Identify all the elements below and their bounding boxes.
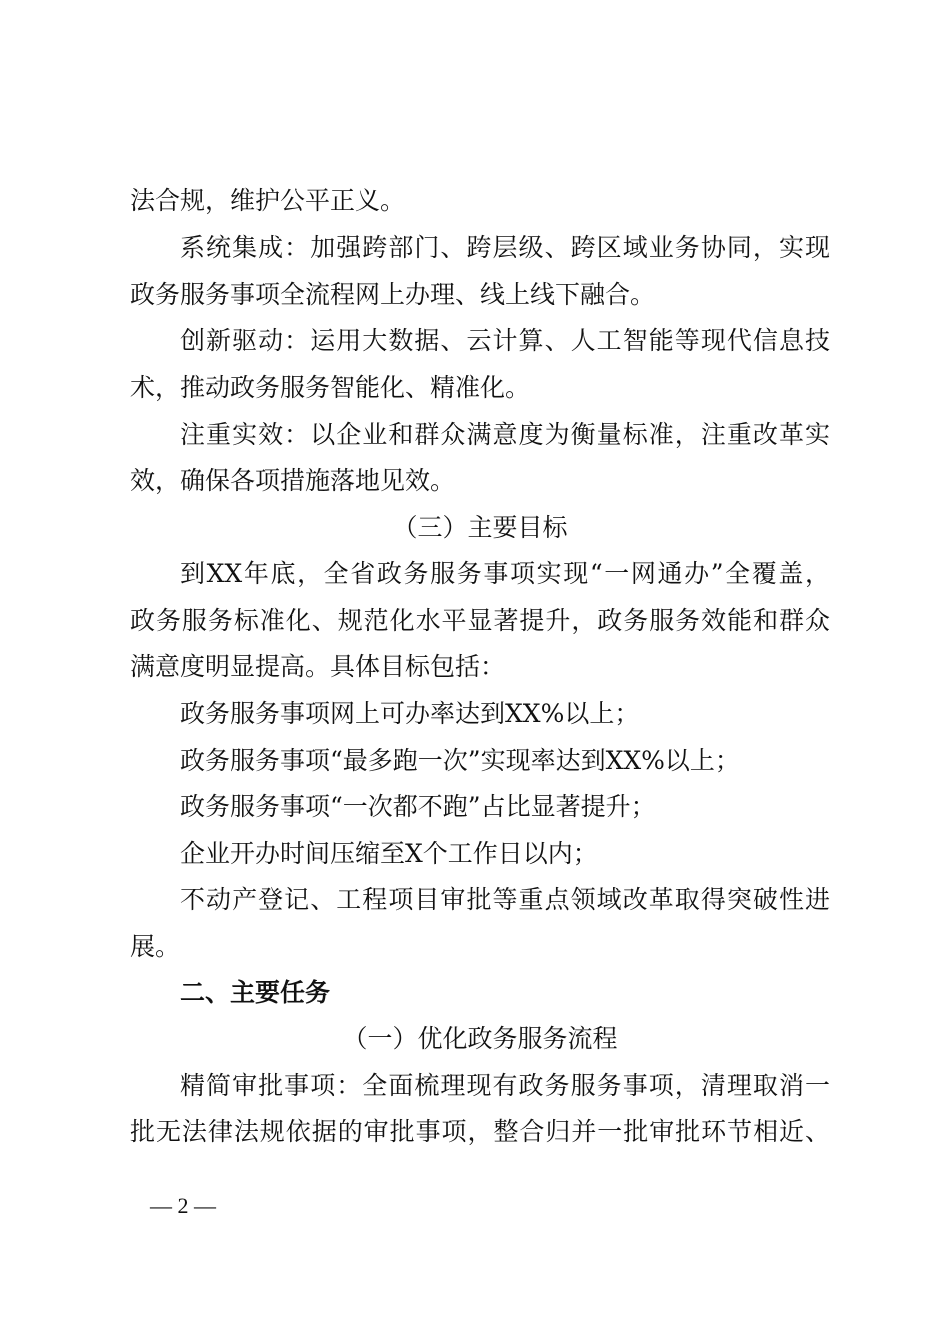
body-line-9: 政务服务标准化、规范化水平显著提升，政务服务效能和群众 [130,606,830,635]
body-line-3: 政务服务事项全流程网上办理、线上线下融合。 [130,280,656,309]
goal-item-1: 政务服务事项网上可办率达到XX%以上； [180,699,640,728]
body-line-5: 术，推动政务服务智能化、精准化。 [130,373,531,402]
chapter-heading-main-tasks: 二、主要任务 [180,978,331,1007]
body-line-11: 精简审批事项：全面梳理现有政务服务事项，清理取消一 [180,1071,830,1100]
section-heading-main-goals: （三）主要目标 [392,513,568,542]
goal-item-2: 政务服务事项“最多跑一次”实现率达到XX%以上； [180,746,740,775]
body-line-4: 创新驱动：运用大数据、云计算、人工智能等现代信息技 [180,326,830,355]
page-number: — 2 — [150,1193,216,1218]
goal-item-5: 不动产登记、工程项目审批等重点领域改革取得突破性进 [180,885,830,914]
goal-item-5-cont: 展。 [130,932,181,961]
goal-item-3: 政务服务事项“一次都不跑”占比显著提升； [180,792,656,821]
body-line-10: 满意度明显提高。具体目标包括： [130,652,506,681]
goal-item-4: 企业开办时间压缩至X个工作日以内； [180,839,598,868]
body-line-6: 注重实效：以企业和群众满意度为衡量标准，注重改革实 [180,420,830,449]
body-line-2: 系统集成：加强跨部门、跨层级、跨区域业务协同，实现 [180,233,830,262]
body-line-12: 批无法律法规依据的审批事项，整合归并一批审批环节相近、 [130,1117,830,1146]
body-line-1: 法合规，维护公平正义。 [130,186,406,215]
body-line-7: 效，确保各项措施落地见效。 [130,466,456,495]
section-heading-optimize-process: （一）优化政务服务流程 [342,1024,618,1053]
body-line-8: 到XX年底，全省政务服务事项实现“一网通办”全覆盖， [180,559,830,588]
